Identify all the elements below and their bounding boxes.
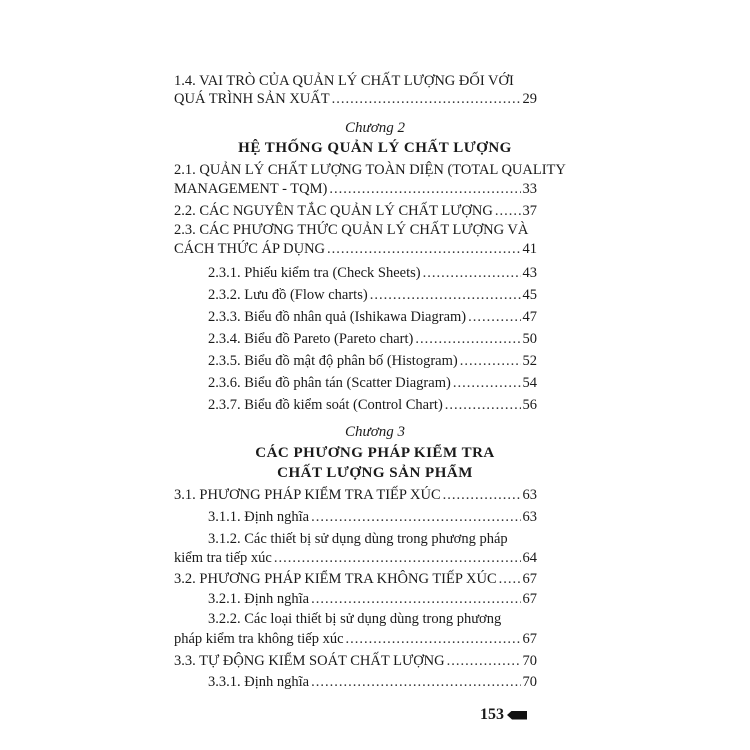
toc-entry-text: 2.3.7. Biểu đồ kiểm soát (Control Chart) xyxy=(208,397,443,413)
chapter-3-label: Chương 3 xyxy=(345,424,405,440)
leader-dots xyxy=(453,374,521,392)
toc-entry-3-1-2 xyxy=(174,549,537,567)
toc-entry-3-2-2 xyxy=(174,630,537,648)
toc-page-number: 37 xyxy=(522,203,537,219)
leader-dots xyxy=(311,673,520,691)
toc-entry-2-3-5 xyxy=(208,352,537,370)
leader-dots xyxy=(311,508,520,526)
toc-page-number: 63 xyxy=(522,509,537,525)
toc-page-number: 56 xyxy=(522,397,537,413)
toc-entry-3-2-1 xyxy=(208,590,537,608)
page-number-text: 153 xyxy=(480,706,504,723)
leader-dots xyxy=(460,352,521,370)
toc-page-number: 41 xyxy=(522,241,537,257)
toc-entry-2-3-7 xyxy=(208,396,537,414)
toc-entry-text: 2.3.5. Biểu đồ mật độ phân bố (Histogram) xyxy=(208,353,458,369)
leader-dots xyxy=(443,486,521,504)
toc-entry-text: 2.3.2. Lưu đồ (Flow charts) xyxy=(208,287,368,303)
toc-entry-3-1-2-line1: 3.1.2. Các thiết bị sử dụng dùng trong phương pháp xyxy=(208,531,508,547)
leader-dots xyxy=(495,202,521,220)
chapter-2-title: HỆ THỐNG QUẢN LÝ CHẤT LƯỢNG xyxy=(238,140,512,156)
toc-entry-1-4-line1: 1.4. VAI TRÒ CỦA QUẢN LÝ CHẤT LƯỢNG ĐỐI VỚI xyxy=(174,73,514,89)
leader-dots xyxy=(415,330,520,348)
toc-entry-text: 2.3.3. Biểu đồ nhân quả (Ishikawa Diagram) xyxy=(208,309,467,325)
toc-page-number: 54 xyxy=(522,375,537,391)
chapter-3-title-line2: CHẤT LƯỢNG SẢN PHẨM xyxy=(277,465,473,481)
page-marker-icon xyxy=(507,711,527,720)
toc-entry-2-3 xyxy=(174,240,537,258)
toc-entry-3-3-1 xyxy=(208,673,537,691)
toc-entry-2-1-line2: MANAGEMENT - TQM) xyxy=(174,181,328,197)
toc-entry-2-3-6 xyxy=(208,374,537,392)
toc-entry-3-1-text: 3.1. PHƯƠNG PHÁP KIỂM TRA TIẾP XÚC xyxy=(174,487,441,503)
toc-entry-3-3-1-text: 3.3.1. Định nghĩa xyxy=(208,674,310,690)
chapter-2-label: Chương 2 xyxy=(345,120,405,136)
toc-entry-2-1 xyxy=(174,180,537,198)
toc-entry-2-3-line2: CÁCH THỨC ÁP DỤNG xyxy=(174,241,326,257)
toc-entry-2-1-line1: 2.1. QUẢN LÝ CHẤT LƯỢNG TOÀN DIỆN (TOTAL QUALITY xyxy=(174,162,566,178)
toc-entry-1-4 xyxy=(174,90,537,108)
toc-page-number: 33 xyxy=(522,181,537,197)
toc-entry-2-3-line1: 2.3. CÁC PHƯƠNG THỨC QUẢN LÝ CHẤT LƯỢNG VÀ xyxy=(174,222,529,238)
toc-page-number: 67 xyxy=(522,631,537,647)
toc-page-number: 45 xyxy=(522,287,537,303)
toc-entry-2-3-2 xyxy=(208,286,537,304)
leader-dots xyxy=(447,652,521,670)
toc-entry-text: 2.3.4. Biểu đồ Pareto (Pareto chart) xyxy=(208,331,414,347)
leader-dots xyxy=(327,240,520,258)
toc-entry-3-1-1-text: 3.1.1. Định nghĩa xyxy=(208,509,310,525)
page-number xyxy=(480,706,527,724)
toc-page-number: 47 xyxy=(522,309,537,325)
toc-page-number: 63 xyxy=(522,487,537,503)
toc-entry-2-2-text: 2.2. CÁC NGUYÊN TẮC QUẢN LÝ CHẤT LƯỢNG xyxy=(174,203,493,219)
toc-page-number: 70 xyxy=(522,674,537,690)
toc-entry-2-3-4 xyxy=(208,330,537,348)
toc-entry-3-1 xyxy=(174,486,537,504)
toc-entry-3-2-2-line2: pháp kiểm tra không tiếp xúc xyxy=(174,631,344,647)
toc-page-number: 67 xyxy=(522,571,537,587)
toc-entry-3-1-1 xyxy=(208,508,537,526)
leader-dots xyxy=(346,630,521,648)
toc-page-number: 70 xyxy=(522,653,537,669)
chapter-3-title-line1: CÁC PHƯƠNG PHÁP KIỂM TRA xyxy=(255,445,495,461)
toc-page-number: 52 xyxy=(522,353,537,369)
toc-page-number: 43 xyxy=(522,265,537,281)
toc-entry-3-2-2-line1: 3.2.2. Các loại thiết bị sử dụng dùng trong phương xyxy=(208,611,502,627)
toc-entry-3-3-text: 3.3. TỰ ĐỘNG KIỂM SOÁT CHẤT LƯỢNG xyxy=(174,653,445,669)
leader-dots xyxy=(311,590,520,608)
toc-entry-3-2-text: 3.2. PHƯƠNG PHÁP KIỂM TRA KHÔNG TIẾP XÚC xyxy=(174,571,497,587)
toc-page-number: 64 xyxy=(522,550,537,566)
toc-entry-1-4-line2: QUÁ TRÌNH SẢN XUẤT xyxy=(174,91,330,107)
toc-entry-2-2 xyxy=(174,202,537,220)
toc-page-number: 29 xyxy=(522,91,537,107)
toc-entry-text: 2.3.1. Phiếu kiểm tra (Check Sheets) xyxy=(208,265,421,281)
leader-dots xyxy=(329,180,520,198)
leader-dots xyxy=(423,264,521,282)
leader-dots xyxy=(370,286,521,304)
toc-page-number: 50 xyxy=(522,331,537,347)
toc-entry-2-3-3 xyxy=(208,308,537,326)
leader-dots xyxy=(445,396,521,414)
toc-entry-3-2-1-text: 3.2.1. Định nghĩa xyxy=(208,591,310,607)
leader-dots xyxy=(499,570,521,588)
leader-dots xyxy=(332,90,521,108)
toc-entry-2-3-1 xyxy=(208,264,537,282)
leader-dots xyxy=(468,308,520,326)
toc-page-number: 67 xyxy=(522,591,537,607)
toc-entry-3-2 xyxy=(174,570,537,588)
toc-entry-text: 2.3.6. Biểu đồ phân tán (Scatter Diagram) xyxy=(208,375,451,391)
toc-entry-3-1-2-line2: kiểm tra tiếp xúc xyxy=(174,550,272,566)
leader-dots xyxy=(274,549,521,567)
toc-entry-3-3 xyxy=(174,652,537,670)
